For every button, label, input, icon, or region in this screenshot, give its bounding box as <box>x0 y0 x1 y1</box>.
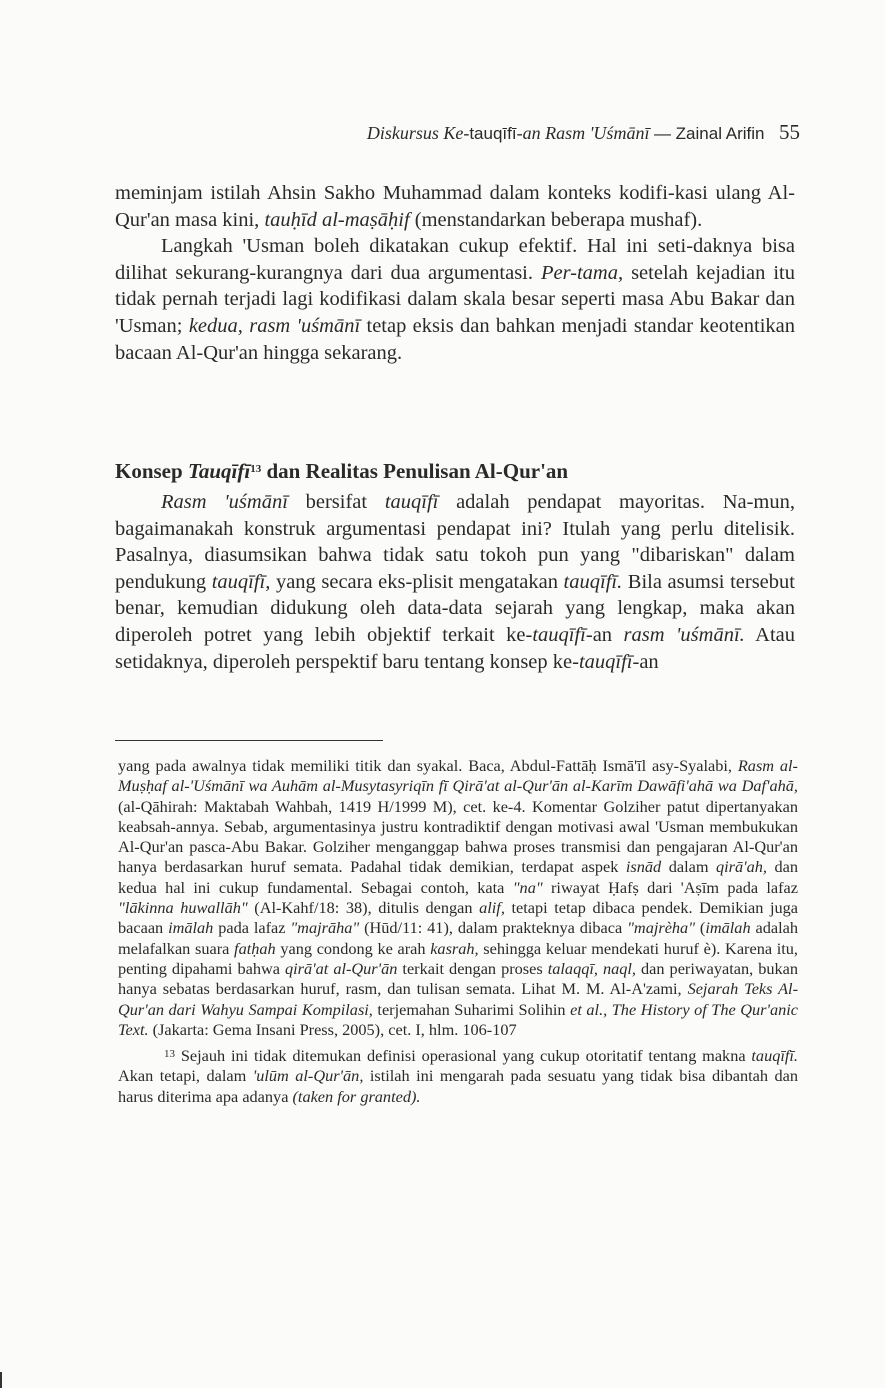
fn12-i5: "lākinna huwallāh" <box>118 898 248 918</box>
fn12-i14: talaqqī, naql, <box>547 958 636 978</box>
fn12-i1: Rasm al-Muṣḥaf al-'Uśmānī wa Auhām al-Musytasyriqīn fī Qirā'at al-Qur'ān al-Karīm Dawāfi'ahā wa Daf'ahā, <box>118 756 798 796</box>
fn12-i6: alif, <box>479 898 505 918</box>
fn12-t17: (Jakarta: Gema Insani Press, 2005), cet. I, hlm. 106-107 <box>148 1019 517 1039</box>
p1-italic-1: tauḥīd al-maṣāḥif <box>264 208 410 231</box>
fn12-t7: tetapi tetap dibaca pendek. Demikian juga bacaan <box>118 898 798 938</box>
fn12-i8: "majrāha" <box>290 918 360 938</box>
section-body <box>115 489 795 675</box>
fn12-i10: imālah <box>705 918 751 938</box>
fn12-i4: "na" <box>512 877 543 897</box>
paragraph-1 <box>115 180 795 233</box>
fn13-t1: Sejauh ini tidak ditemukan definisi operasional yang cukup otoritatif tentang makna <box>175 1046 752 1066</box>
heading-italic: Tauqīfī <box>187 459 251 483</box>
fn13-t2: Akan tetapi, dalam <box>118 1066 253 1086</box>
footnote-12-continuation <box>118 756 798 1040</box>
fn12-i16: et al., The History of The Qur'anic Text. <box>118 999 799 1039</box>
fn13-i1: tauqīfī. <box>751 1046 798 1066</box>
fn12-t6: (Al-Kahf/18: 38), ditulis dengan <box>247 898 480 918</box>
fn12-t13: sehingga keluar mendekati huruf è). Karena itu, penting dipahami bahwa <box>118 938 798 978</box>
fn12-t1: yang pada awalnya tidak memiliki titik dan syakal. Baca, Abdul-Fattāḥ Ismā'īl asy-Syalabi, <box>118 756 738 775</box>
p3-i2: tauqīfī <box>384 491 439 513</box>
footnote-separator <box>115 740 383 741</box>
body-text <box>115 180 795 366</box>
heading-text-1: Konsep <box>115 459 188 483</box>
p3-i4: tauqīfī. <box>563 570 623 593</box>
footnote-ref-13: 13 <box>250 463 262 475</box>
footnote-13 <box>118 1046 798 1107</box>
fn12-i7: imālah <box>168 918 214 938</box>
fn12-t11: adalah melafalkan suara <box>118 918 798 958</box>
running-header <box>220 120 800 146</box>
fn12-t4: dan kedua hal ini cukup fundamental. Sebagai contoh, kata <box>118 857 799 897</box>
fn13-i2: 'ulūm al-Qur'ān, <box>252 1066 364 1086</box>
heading-text-2: dan Realitas Penulisan Al-Qur'an <box>261 459 569 483</box>
fn12-t9: (Hūd/11: 41), dalam prakteknya dibaca <box>359 918 628 938</box>
fn13-i3: (taken for granted). <box>292 1086 421 1106</box>
fn12-t16: terjemahan Suharimi Solihin <box>372 999 571 1019</box>
header-title-italic-2: -an Rasm 'Uśmānī <box>516 123 650 143</box>
paragraph-2 <box>115 233 795 366</box>
p2-italic-2: kedua, rasm 'uśmānī <box>188 314 361 337</box>
section-heading <box>115 457 795 485</box>
p3-t2: adalah pendapat mayoritas. Na-mun, bagaimanakah konstruk argumentasi pendapat ini? Itulah yang perlu ditelisik. Pasalnya, diasumsikan bahwa tidak satu tokoh pun yang "dibariskan" dalam pendukung <box>115 491 795 593</box>
fn12-t3: dalam <box>661 857 717 877</box>
fn12-i3: qirā'ah, <box>716 857 767 877</box>
fn12-i2: isnād <box>625 857 662 877</box>
p2-text-1: Langkah 'Usman boleh dikatakan cukup efektif. Hal ini seti-daknya bisa dilihat sekurang-kurangnya dari dua argumentasi. <box>115 235 795 284</box>
fn12-t2: (al-Qāhirah: Maktabah Wahbah, 1419 H/1999 M), cet. ke-4. Komentar Golziher patut dipertanyakan keabsah-annya. Sebab, argumentasinya justru kontradiktif dengan motivasi awal 'Usman membukukan Al-Qur'an pasca-Abu Bakar. Golziher menganggap bahwa proses transmisi dan pengajaran Al-Qur'an hanya berdasarkan huruf semata. Padahal tidak demikian, terdapat aspek <box>118 796 798 877</box>
paragraph-3 <box>115 489 795 675</box>
fn12-i13: qirā'at al-Qur'ān <box>285 958 398 978</box>
p3-t5: -an <box>585 623 624 646</box>
p3-i5: tauqīfī <box>532 623 586 646</box>
p3-t7: -an <box>632 650 659 673</box>
footnotes <box>118 756 798 1107</box>
scan-edge-mark <box>0 1372 2 1388</box>
p2-text-3: tetap eksis dan bahkan menjadi standar keotentikan bacaan Al-Qur'an hingga sekarang. <box>115 314 795 364</box>
fn12-i9: "majrèha" <box>627 918 696 938</box>
fn12-i11: fatḥah <box>234 938 276 958</box>
p3-t1: bersifat <box>287 491 385 513</box>
p3-t3: yang secara eks-plisit mengatakan <box>270 570 564 593</box>
p3-i7: tauqīfī <box>578 650 633 673</box>
header-title-italic-1: Diskursus Ke- <box>366 123 470 143</box>
p3-i6: rasm 'uśmānī. <box>623 623 745 646</box>
p3-t4: Bila asumsi tersebut benar, kemudian didukung oleh data-data sejarah yang lengkap, maka akan diperoleh potret yang lebih objektif terkait ke- <box>115 570 795 646</box>
fn13-t3: istilah ini mengarah pada sesuatu yang tidak bisa dibantah dan harus diterima apa adanya <box>118 1066 798 1106</box>
p3-t6: Atau setidaknya, diperoleh perspektif baru tentang konsep ke- <box>115 623 796 673</box>
fn12-t8: pada lafaz <box>213 918 291 938</box>
fn12-t12: yang condong ke arah <box>275 938 431 958</box>
fn12-t14: terkait dengan proses <box>397 958 548 978</box>
p2-italic-1: Per-tama, <box>540 261 624 284</box>
fn12-t5: riwayat Ḥafṣ dari 'Aṣīm pada lafaz <box>542 877 798 897</box>
p3-i1: Rasm 'uśmānī <box>161 491 288 513</box>
fn12-i12: kasrah, <box>430 938 479 958</box>
fn12-t15: dan periwayatan, bukan hanya sebatas berdasarkan huruf, rasm, dan tulisan semata. Lihat M. M. Al-A'zami, <box>118 958 798 999</box>
p2-text-2: setelah kejadian itu tidak pernah terjadi lagi kodifikasi dalam skala besar seperti masa Abu Bakar dan 'Usman; <box>115 261 795 337</box>
fn12-i15: Sejarah Teks Al-Qur'an dari Wahyu Sampai Kompilasi, <box>118 979 799 1019</box>
fn12-t10: ( <box>695 918 706 938</box>
footnote-13-number: 13 <box>164 1048 175 1061</box>
header-title-plain: tauqīfī <box>469 124 517 143</box>
p1-text-2: (menstandarkan beberapa mushaf). <box>409 208 703 231</box>
p1-text-1: meminjam istilah Ahsin Sakho Muhammad dalam konteks kodifi-kasi ulang Al-Qur'an masa kini, <box>115 182 795 231</box>
page-number: 55 <box>779 120 800 144</box>
header-author: — Zainal Arifin <box>653 124 765 143</box>
p3-i3: tauqīfī, <box>211 570 271 593</box>
